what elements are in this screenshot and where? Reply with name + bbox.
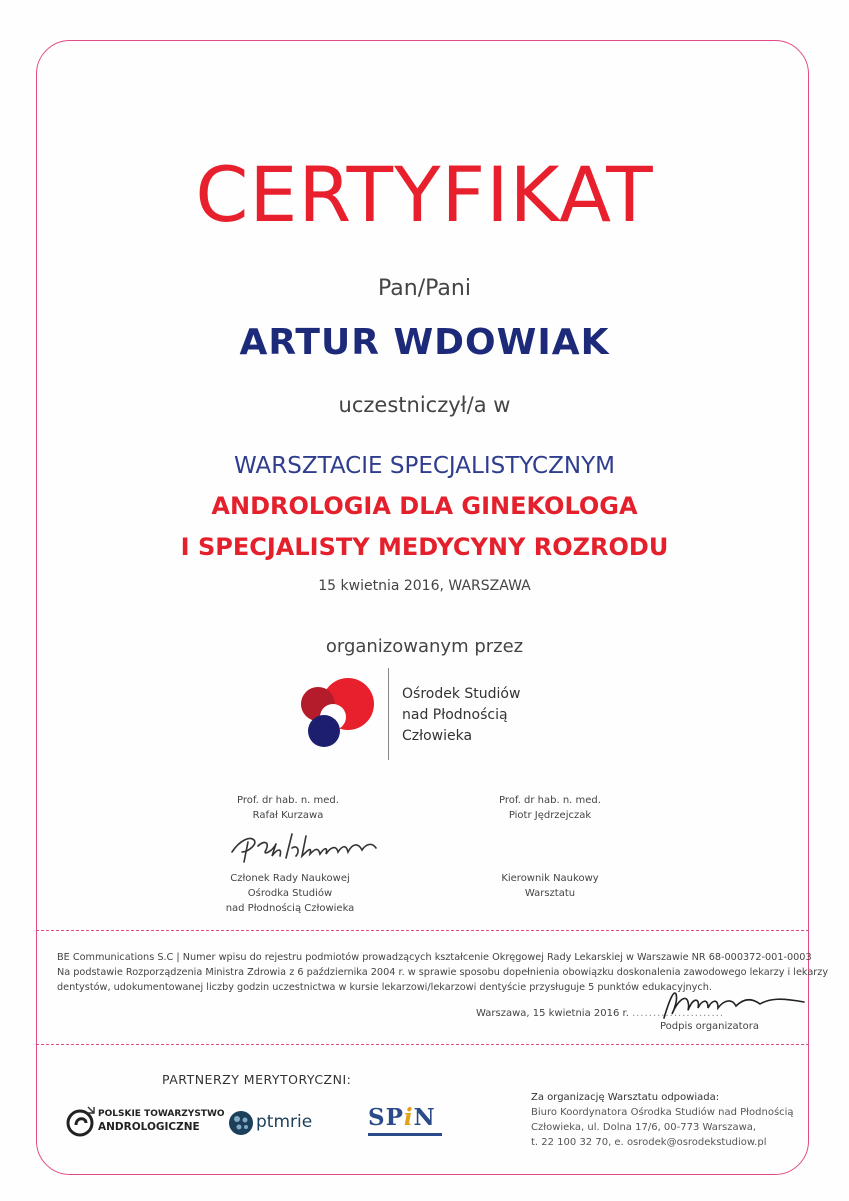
organizer-logo-icon xyxy=(296,674,376,754)
spin-underline xyxy=(368,1133,442,1136)
signatory-2-role-line2: Warsztatu xyxy=(524,888,576,899)
contact-line2: Człowieka, ul. Dolna 17/6, 00-773 Warszawa, xyxy=(531,1122,757,1133)
spin-letters-sp: SP xyxy=(368,1104,404,1131)
contact-line1: Biuro Koordynatora Ośrodka Studiów nad Płodnością xyxy=(531,1107,794,1118)
divider-top xyxy=(36,930,809,931)
organizer-name-line3: Człowieka xyxy=(402,728,473,744)
signatory-2-name: Piotr Jędrzejczak xyxy=(508,810,592,821)
spin-letter-n: N xyxy=(413,1104,436,1131)
spin-wordmark xyxy=(368,1104,442,1131)
spin-letter-i: i xyxy=(403,1104,414,1131)
signatory-1-role-line2: Ośrodka Studiów xyxy=(247,888,333,899)
signatory-1-name: Rafał Kurzawa xyxy=(252,810,324,821)
organizer-signature-label: Podpis organizatora xyxy=(660,1021,759,1032)
organizer-name-line2: nad Płodnością xyxy=(402,707,508,723)
contact-heading: Za organizację Warsztatu odpowiada: xyxy=(531,1092,720,1103)
divider-bottom xyxy=(36,1044,809,1045)
ptmrie-name: ptmrie xyxy=(256,1112,313,1132)
salutation: Pan/Pani xyxy=(378,276,471,301)
pta-emblem-icon xyxy=(66,1105,96,1139)
recipient-name: ARTUR WDOWIAK xyxy=(239,322,610,363)
partner-pta-logo xyxy=(66,1105,225,1143)
organizer-name xyxy=(402,684,520,747)
signature-2-icon xyxy=(660,984,810,1024)
participation-text: uczestniczył/a w xyxy=(338,393,511,417)
signatory-2-role xyxy=(490,871,610,901)
legal-line1: BE Communications S.C | Numer wpisu do rejestru podmiotów prowadzących kształcenie Okręgowej Rady Lekarskiej w Warszawie NR 68-000372-001-0003 xyxy=(57,952,812,963)
legal-line3: dentystów, udokumentowanej liczby godzin uczestnictwa w kursie lekarzowi/lekarzowi dentyście przysługuje 5 punktów edukacyjnych. xyxy=(57,982,712,993)
legal-line2: Na podstawie Rozporządzenia Ministra Zdrowia z 6 października 2004 r. w sprawie sposobu dopełnienia obowiązku doskonalenia zawodowego lekarzy i lekarzy xyxy=(57,967,829,978)
logo-separator xyxy=(388,668,389,760)
organizer-contact xyxy=(531,1090,794,1150)
pta-name-line1: POLSKIE TOWARZYSTWO xyxy=(98,1109,225,1119)
signatory-1-title: Prof. dr hab. n. med. xyxy=(237,795,339,806)
workshop-topic-line2: I SPECJALISTY MEDYCYNY ROZRODU xyxy=(180,533,669,561)
contact-line3: t. 22 100 32 70, e. osrodek@osrodekstudiow.pl xyxy=(531,1137,767,1148)
signatory-2-title: Prof. dr hab. n. med. xyxy=(499,795,601,806)
pta-name-line2: ANDROLOGICZNE xyxy=(98,1121,200,1133)
event-date-location: 15 kwietnia 2016, WARSZAWA xyxy=(318,578,531,594)
signatory-2-role-line1: Kierownik Naukowy xyxy=(501,873,599,884)
partner-ptmrie-logo xyxy=(228,1110,313,1140)
partner-spin-logo xyxy=(368,1104,442,1136)
organizer-name-line1: Ośrodek Studiów xyxy=(402,686,521,702)
signature-1-icon xyxy=(226,822,396,868)
signature-line: ...................... xyxy=(632,1008,725,1019)
workshop-type: WARSZTACIE SPECJALISTYCZNYM xyxy=(234,453,615,479)
certificate-title: CERTYFIKAT xyxy=(195,150,654,239)
ptmrie-emblem-icon xyxy=(228,1110,254,1136)
signatory-1-role-line1: Członek Rady Naukowej xyxy=(230,873,350,884)
signatory-2-header xyxy=(490,793,610,823)
signatory-1-header xyxy=(228,793,348,823)
signatory-1-role-line3: nad Płodnością Człowieka xyxy=(225,903,355,914)
organized-by-text: organizowanym przez xyxy=(325,636,524,657)
workshop-topic-line1: ANDROLOGIA DLA GINEKOLOGA xyxy=(211,492,638,520)
partners-label: PARTNERZY MERYTORYCZNI: xyxy=(162,1072,352,1087)
place-date-text: Warszawa, 15 kwietnia 2016 r. xyxy=(476,1008,629,1019)
signatory-1-role xyxy=(206,871,374,916)
